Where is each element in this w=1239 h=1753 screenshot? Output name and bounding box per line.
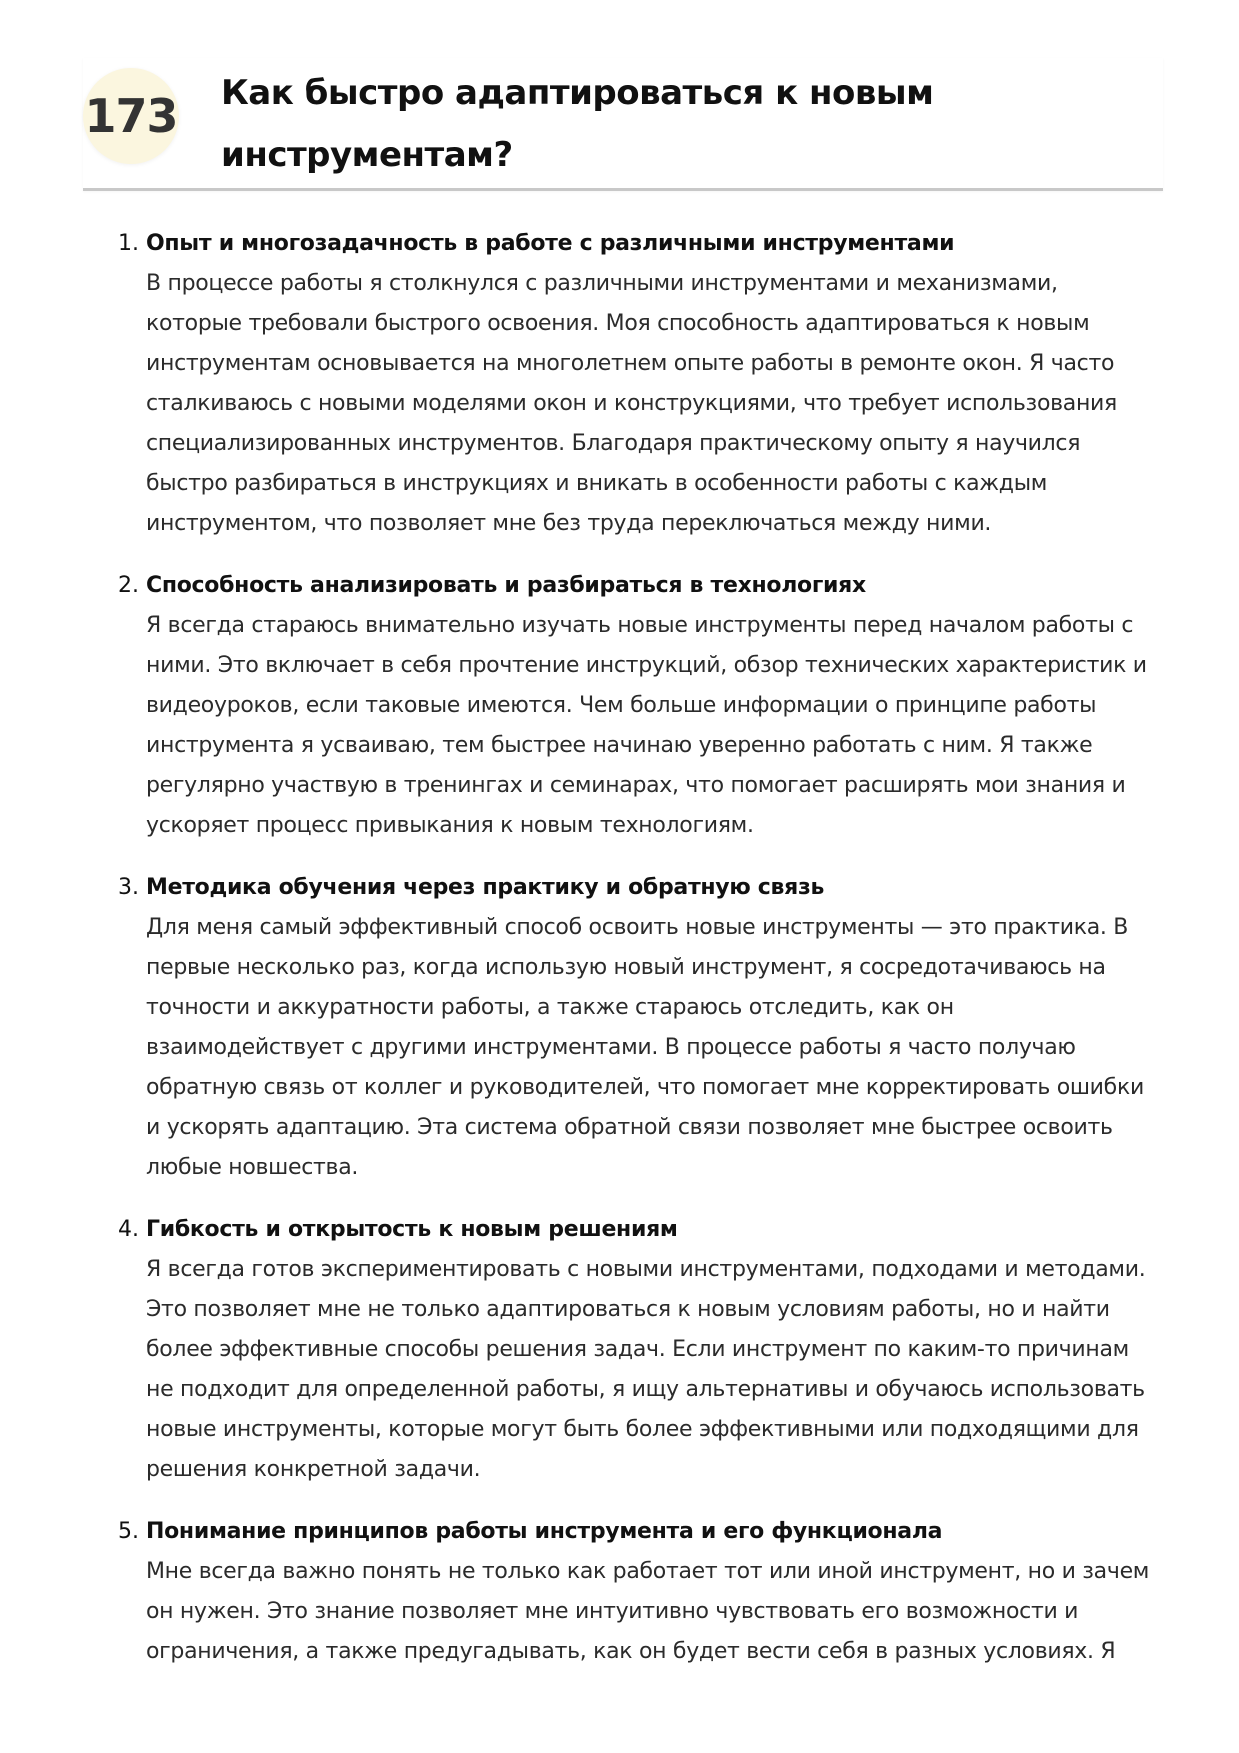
answer-list (0, 224, 1239, 1694)
list-item-title: Методика обучения через практику и обратную связь (146, 875, 825, 900)
list-item (0, 566, 1239, 846)
page-header (83, 58, 1163, 191)
list-item (0, 1512, 1239, 1672)
list-item-number: 5. (118, 1519, 139, 1544)
list-item-body: Мне всегда важно понять не только как работает тот или иной инструмент, но и зачем он нужен. Это знание позволяет мне интуитивно чувствовать его возможности и ограничения, а также предугадывать, как он будет вести себя в разных условиях. Я (146, 1559, 1150, 1664)
list-item-number: 1. (118, 231, 139, 256)
list-item-number: 4. (118, 1217, 139, 1242)
list-item (0, 224, 1239, 544)
list-item-title: Способность анализировать и разбираться в технологиях (146, 573, 866, 598)
list-item-title: Понимание принципов работы инструмента и его функционала (146, 1519, 943, 1544)
list-item-title: Гибкость и открытость к новым решениям (146, 1217, 678, 1242)
list-item-number: 3. (118, 875, 139, 900)
list-item-body: В процессе работы я столкнулся с различными инструментами и механизмами, которые требовали быстрого освоения. Моя способность адаптироваться к новым инструментам основывается на многолетнем опыте работы в ремонте окон. Я часто сталкиваюсь с новыми моделями окон и конструкциями, что требует использования специализированных инструментов. Благодаря практическому опыту я научился быстро разбираться в инструкциях и вникать в особенности работы с каждым инструментом, что позволяет мне без труда переключаться между ними. (146, 271, 1117, 536)
question-number-badge: 173 (83, 68, 179, 164)
page-title: Как быстро адаптироваться к новым инструментам? (221, 73, 934, 175)
list-item-body: Для меня самый эффективный способ освоить новые инструменты — это практика. В первые несколько раз, когда использую новый инструмент, я сосредотачиваюсь на точности и аккуратности работы, а также стараюсь отследить, как он взаимодействует с другими инструментами. В процессе работы я часто получаю обратную связь от коллег и руководителей, что помогает мне корректировать ошибки и ускорять адаптацию. Эта система обратной связи позволяет мне быстрее освоить любые новшества. (146, 915, 1144, 1180)
list-item-body: Я всегда стараюсь внимательно изучать новые инструменты перед началом работы с ними. Это включает в себя прочтение инструкций, обзор технических характеристик и видеоуроков, если таковые имеются. Чем больше информации о принципе работы инструмента я усваиваю, тем быстрее начинаю уверенно работать с ним. Я также регулярно участвую в тренингах и семинарах, что помогает расширять мои знания и ускоряет процесс привыкания к новым технологиям. (146, 613, 1147, 838)
list-item (0, 868, 1239, 1188)
list-item-body: Я всегда готов экспериментировать с новыми инструментами, подходами и методами. Это позволяет мне не только адаптироваться к новым условиям работы, но и найти более эффективные способы решения задач. Если инструмент по каким-то причинам не подходит для определенной работы, я ищу альтернативы и обучаюсь использовать новые инструменты, которые могут быть более эффективными или подходящими для решения конкретной задачи. (146, 1257, 1146, 1482)
list-item-title: Опыт и многозадачность в работе с различными инструментами (146, 231, 955, 256)
list-item (0, 1210, 1239, 1490)
list-item-number: 2. (118, 573, 139, 598)
